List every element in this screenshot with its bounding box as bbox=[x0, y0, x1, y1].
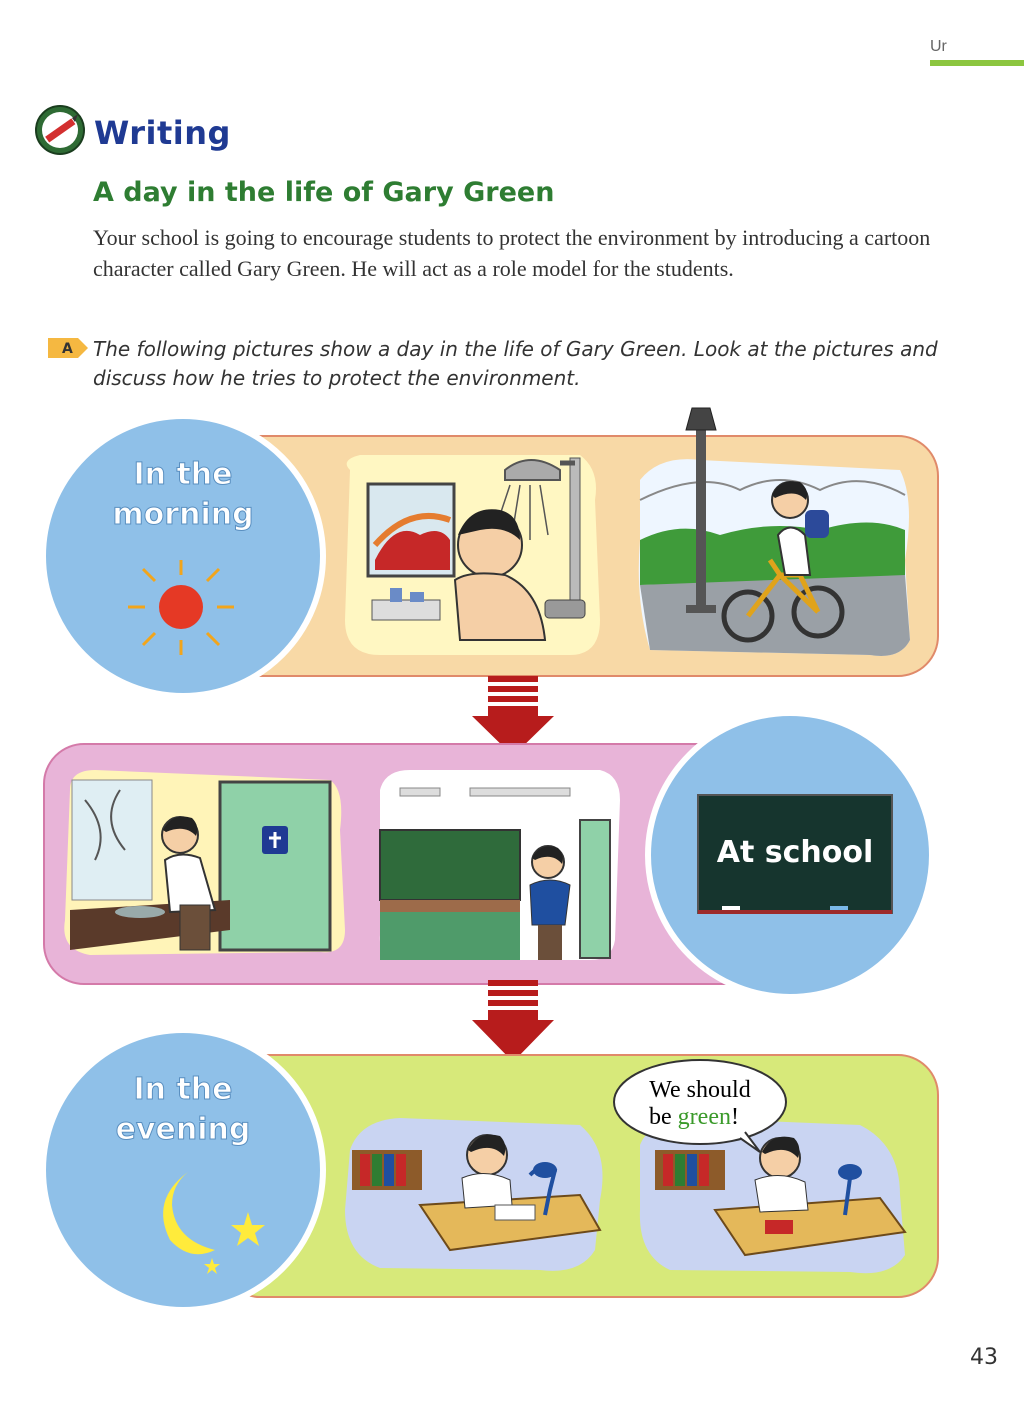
classroom-scene bbox=[380, 770, 620, 960]
evening-label-line1: In the bbox=[133, 1072, 233, 1107]
speech-line1: We should bbox=[649, 1077, 751, 1103]
task-badge-label: A bbox=[62, 341, 73, 357]
study-scene-1 bbox=[345, 1118, 603, 1271]
svg-text:be green! bbox=[649, 1104, 739, 1130]
washbasin-scene bbox=[64, 770, 345, 955]
arrow-down-icon bbox=[472, 980, 554, 1062]
section-title: Writing bbox=[94, 114, 231, 152]
task-badge bbox=[48, 338, 88, 358]
speech-line2-suffix: ! bbox=[730, 1104, 739, 1130]
illustration-area bbox=[0, 400, 1024, 1320]
morning-label-line2: morning bbox=[112, 497, 254, 532]
shower-scene bbox=[345, 455, 600, 655]
unit-bar bbox=[930, 60, 1024, 66]
speech-line2-prefix: be bbox=[649, 1104, 678, 1130]
school-label: At school bbox=[716, 835, 874, 870]
intro-paragraph: Your school is going to encourage students to protect the environment by introducing a cartoon character called Gary Green. He will act as a role model for the students. bbox=[93, 225, 931, 281]
task-instruction: The following pictures show a day in the life of Gary Green. Look at the pictures and discuss how he tries to protect the environment. bbox=[93, 337, 938, 390]
speech-line2-green: green bbox=[677, 1104, 731, 1130]
evening-label-line2: evening bbox=[115, 1112, 251, 1147]
pencil-icon bbox=[34, 104, 86, 156]
page-number: 43 bbox=[970, 1345, 998, 1370]
morning-label-line1: In the bbox=[133, 457, 233, 492]
unit-label: Ur bbox=[930, 38, 947, 55]
section-subtitle: A day in the life of Gary Green bbox=[93, 177, 555, 208]
